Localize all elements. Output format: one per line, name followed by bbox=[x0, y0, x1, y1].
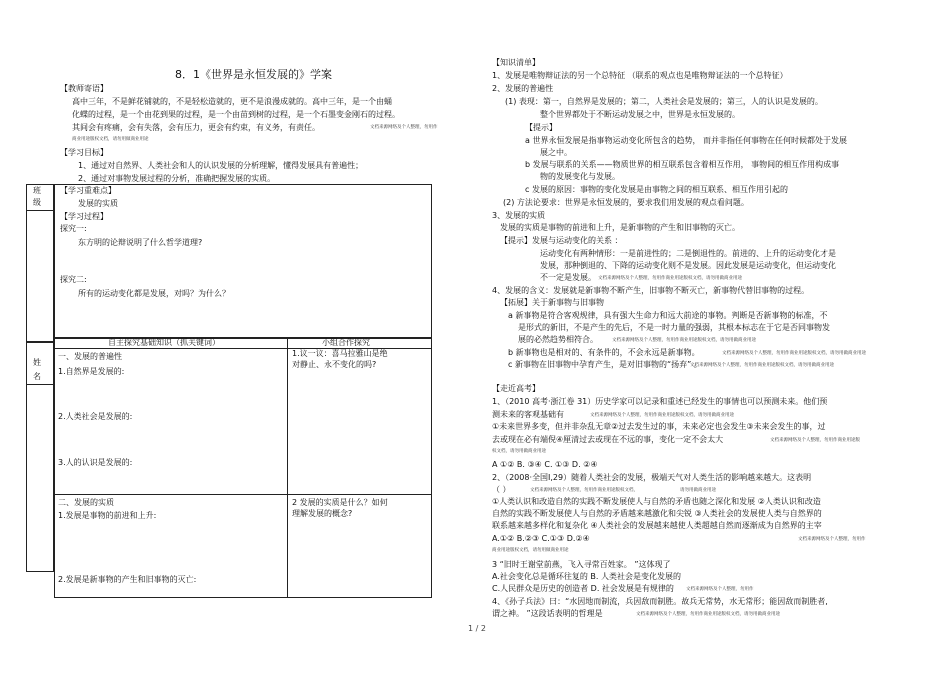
focus-heading: 【学习重难点】 bbox=[60, 186, 116, 195]
watermark: 文档来源网络及个人整理，勿用作商业用途版权文档，请勿用做商业用途 bbox=[590, 413, 734, 418]
watermark: 文档来源网络及个人整理，勿用作商业用途版权文档， bbox=[530, 488, 638, 493]
group-question: 对静止、永不变化的吗? bbox=[292, 360, 377, 369]
fill-item: 1.发展是事物的前进和上升: bbox=[58, 511, 157, 520]
teacher-heading: 【教师寄语】 bbox=[60, 84, 108, 93]
name-label: 名 bbox=[33, 372, 41, 381]
page-number: 1 / 2 bbox=[468, 624, 486, 633]
section-title: 二、发展的实质 bbox=[58, 498, 114, 507]
text-line: 3、发展的实质 bbox=[492, 211, 546, 220]
text-line: c 新事物在旧事物中孕育产生，是对旧事物的“扬弃” 。 bbox=[508, 360, 702, 369]
explore1-label: 探究一: bbox=[60, 224, 87, 233]
exam-options: C.人民群众是历史的创造者 D. 社会发展是有规律的 bbox=[492, 584, 674, 593]
goal-item: 1、通过对自然界、人类社会和人的认识发展的分析理解，懂得发展具有普遍性； bbox=[78, 161, 364, 170]
teacher-line: 化蝶的过程，是一个由花到果的过程，是一个由苗到树的过程，是一个石墨变金刚石的过程。 bbox=[72, 110, 400, 119]
watermark: 文档来源网络及个人整理，勿用作商业用途版权文档，请勿用做商业用途 bbox=[612, 338, 756, 343]
fill-item: 3.人的认识是发展的: bbox=[58, 458, 133, 467]
text-line: b 新事物也是相对的、有条件的，不会永远是新事物。 bbox=[508, 348, 700, 357]
explore1-question: 东方明的论辩说明了什么哲学道理? bbox=[78, 238, 203, 247]
watermark: 文档来源网络及个人整理，勿用作商业用途版权文档，请勿用做商业用途 bbox=[690, 363, 834, 368]
text-line: 发展，那种倒退的、下降的运动变化则不是发展。因此发展是运动变化，但运动变化 bbox=[540, 261, 836, 270]
text-line: 4、发展的含义：发展就是新事物不断产生，旧事物不断灭亡，新事物代替旧事物的过程。 bbox=[492, 286, 810, 295]
exam-line: 3 “旧时王谢堂前燕，飞入寻常百姓家。 ”这体现了 bbox=[492, 560, 671, 569]
exam-line: 谓之神。 ”这段话表明的哲理是 bbox=[492, 609, 603, 618]
teacher-line: 高中三年，不是鲜花铺就的，不是轻松造就的，更不是浪漫成就的。高中三年，是一个由蛹 bbox=[72, 97, 392, 106]
watermark: 文档来源网络及个人整理，勿用作 bbox=[370, 125, 438, 130]
text-line: 展之中。 bbox=[540, 148, 572, 157]
watermark: 文档来源网络及个人整理，勿用作商业用途版权文档，请勿用做商业用途 bbox=[598, 276, 742, 281]
tip-heading: 【提示】 bbox=[525, 123, 557, 132]
fill-item: 2.发展是新事物的产生和旧事物的灭亡: bbox=[58, 575, 197, 584]
text-line: a 世界永恒发展是指事物运动变化所包含的趋势， 而并非指任何事物在任何时候都处于发展 bbox=[525, 136, 847, 145]
table-header-group: 小组合作探究 bbox=[322, 338, 370, 347]
text-line: (1) 表现：第一，自然界是发展的；第二，人类社会是发展的；第三，人的认识是发展的。 bbox=[505, 97, 823, 106]
explore2-question: 所有的运动变化都是发展，对吗？为什么？ bbox=[78, 289, 230, 298]
text-line: 不一定是发展。 bbox=[540, 273, 596, 282]
goal-item: 2、通过对事物发展过程的分析，准确把握发展的实质。 bbox=[78, 174, 276, 183]
text-line: 【提示】发展与运动变化的关系 ： bbox=[500, 236, 623, 245]
name-label: 姓 bbox=[33, 358, 41, 367]
exam-line: ①人类认识和改造自然的实践不断发展使人与自然的矛盾也随之深化和发展 ②人类认识和改造 bbox=[492, 497, 821, 506]
exam-line: 联系越来越多样化和复杂化 ④人类社会的发展越来越使人类超越自然而逐渐成为自然界的主宰 bbox=[492, 521, 822, 530]
watermark: 文档来源网络及个人整理，勿用作商业用途版权文档，请勿用做商业用途 bbox=[636, 612, 780, 617]
watermark: 权文档，请勿用做商业用途 bbox=[492, 449, 546, 454]
exam-line: 2、（2008·全国Ⅰ,29）随着人类社会的发展，极端天气对人类生活的影响越来越大。这表明 bbox=[492, 473, 812, 482]
exam-heading: 【走近高考】 bbox=[492, 384, 540, 393]
text-line: 是形式的新旧，不是产生的先后，不是一时力量的强弱，其根本标志在于它是否同事物发 bbox=[518, 323, 830, 332]
page-title: 8．1《世界是永恒发展的》学案 bbox=[175, 68, 332, 81]
watermark: 请勿用做商业用途 bbox=[680, 488, 716, 493]
watermark: 文档来源网络及个人整理，勿用作 bbox=[686, 587, 754, 592]
watermark: 文档来源网络及个人整理，勿用作商业用途版 bbox=[770, 438, 860, 443]
text-line: (2) 方法论要求：世界是永恒发展的，要求我们用发展的观点看问题。 bbox=[503, 198, 749, 207]
exam-line: （ ） bbox=[492, 485, 511, 494]
text-line: 展的必然趋势相符合。 bbox=[518, 335, 598, 344]
exam-line: 1、（2010 高考·浙江卷 31）历史学家可以记录和重述已经发生的事情也可以预测未来。他们预 bbox=[492, 397, 828, 406]
goals-heading: 【学习目标】 bbox=[60, 148, 108, 157]
text-line: b 发展与联系的关系——物质世界的相互联系包含着相互作用， 事物间的相互作用构成事 bbox=[525, 160, 840, 169]
fill-item: 1.自然界是发展的: bbox=[58, 367, 125, 376]
explore2-label: 探究二: bbox=[60, 275, 87, 284]
text-line: 物的发展变化与发展。 bbox=[540, 172, 620, 181]
class-label: 级 bbox=[33, 198, 41, 207]
text-line: 1、发展是唯物辩证法的另一个总特征 （联系的观点也是唯物辩证法的一个总特征） bbox=[492, 71, 788, 80]
knowledge-heading: 【知识清单】 bbox=[492, 58, 540, 67]
text-line: 2、发展的普遍性 bbox=[492, 84, 554, 93]
exam-options: A.①② B.②③ C.①③ D.②④ bbox=[492, 534, 590, 543]
text-line: c 发展的原因：事物的变化发展是由事物之间的相互联系、相互作用引起的 bbox=[525, 185, 788, 194]
exam-line: 自然的实践不断发展使人与自然的矛盾越来越激化和尖锐 ③人类社会的发展使人类与自然界的 bbox=[492, 509, 822, 518]
process-heading: 【学习过程】 bbox=[60, 212, 108, 221]
focus-text: 发展的实质 bbox=[78, 199, 118, 208]
exam-line: 去或现在必有端倪④厘清过去或现在不远的事，变化一定不会太大 bbox=[492, 435, 724, 444]
exam-options: A ①② B. ③④ C. ①③ D. ②④ bbox=[492, 460, 598, 469]
text-line: 运动变化有两种情形：一是前进性的；二是倒退性的。前进的、上升的运动变化才是 bbox=[540, 249, 836, 258]
exam-line: 4、《孙子兵法》曰：“水因地而制流，兵因敌而制胜。故兵无常势，水无常形；能因敌而制胜者, bbox=[492, 597, 828, 606]
fill-item: 2.人类社会是发展的: bbox=[58, 412, 133, 421]
watermark: 商业用途版权文档，请勿用做商业用途 bbox=[492, 548, 569, 553]
teacher-line: 其间会有疼痛，会有失落，会有压力，更会有约束，有义务，有责任。 bbox=[72, 123, 320, 132]
group-question: 理解发展的概念? bbox=[292, 509, 353, 518]
text-line: 发展的实质是事物的前进和上升，是新事物的产生和旧事物的灭亡。 bbox=[500, 223, 740, 232]
text-line: 【拓展】关于新事物与旧事物 bbox=[500, 298, 604, 307]
table-header-basic: 自主探究基础知识（抓关键词） bbox=[108, 338, 220, 347]
group-question: 1.议一议：喜马拉雅山是绝 bbox=[292, 349, 388, 358]
group-question: 2 发展的实质是什么？如何 bbox=[292, 498, 388, 507]
exam-line: ①未来世界多变，但并非杂乱无章②过去发生过的事，未来必定也会发生③未来会发生的事，过 bbox=[492, 422, 826, 431]
class-label: 班 bbox=[33, 186, 41, 195]
exam-line: 测未来的客观基础有 bbox=[492, 410, 564, 419]
section-title: 一、发展的普遍性 bbox=[58, 352, 122, 361]
text-line: a 新事物是符合客观规律，具有强大生命力和远大前途的事物。判断是否新事物的标准，不 bbox=[508, 311, 828, 320]
watermark: 商业用途版权文档，请勿用做商业用途 bbox=[72, 137, 149, 142]
exam-options: A.社会变化总是循环往复的 B. 人类社会是变化发展的 bbox=[492, 572, 681, 581]
watermark: 文档来源网络及个人整理，勿用作 bbox=[798, 537, 866, 542]
text-line: 整个世界都处于不断运动发展之中，世界是永恒发展的。 bbox=[540, 110, 740, 119]
watermark: 文档来源网络及个人整理，勿用作商业用途版权文档，请勿用做商业用途 bbox=[722, 351, 866, 356]
